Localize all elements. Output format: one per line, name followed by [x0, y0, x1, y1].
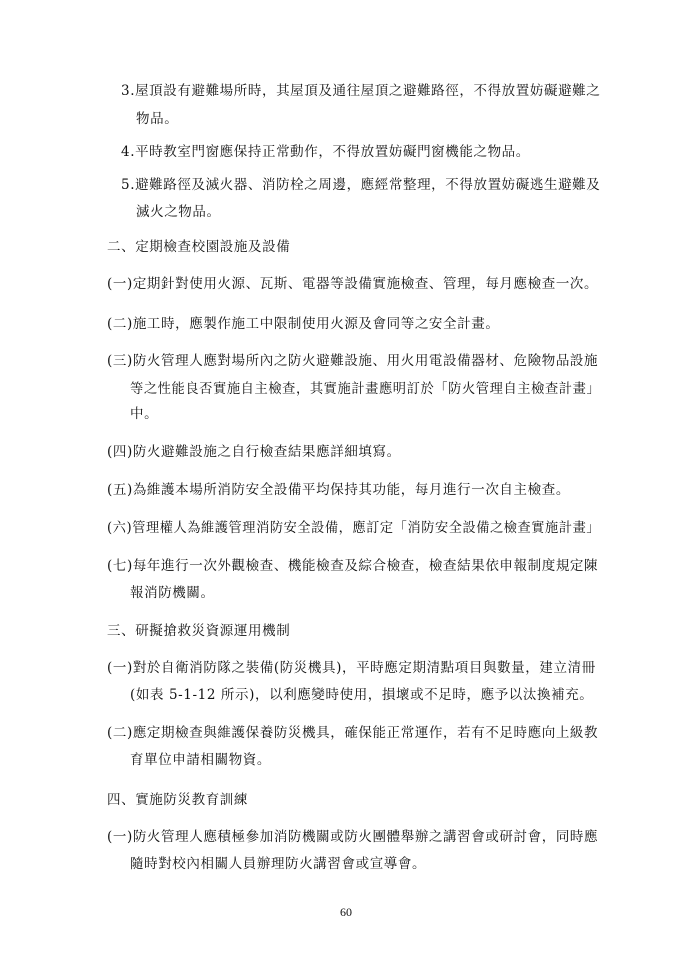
item-5-line-1: 5.避難路徑及滅火器、消防栓之周邊，應經常整理，不得放置妨礙逃生避難及: [121, 177, 601, 193]
s3-item-1-line-2: (如表 5-1-12 所示)，以利應變時使用，損壞或不足時，應予以汰換補充。: [130, 687, 594, 703]
s2-item-3-line-2: 等之性能良否實施自主檢查，其實施計畫應明訂於「防火管理自主檢查計畫」: [130, 381, 601, 397]
section-2-heading: 二、定期檢查校園設施及設備: [107, 239, 291, 255]
item-5-line-2: 滅火之物品。: [136, 204, 221, 220]
s2-item-7-line-1: (七)每年進行一次外觀檢查、機能檢查及綜合檢查，檢查結果依申報制度規定陳: [107, 558, 599, 574]
s4-item-1-line-1: (一)防火管理人應積極參加消防機關或防火團體舉辦之講習會或研討會，同時應: [107, 829, 599, 845]
s2-item-7-line-2: 報消防機關。: [130, 585, 215, 601]
s2-item-5-line-1: (五)為維護本場所消防安全設備平均保持其功能，每月進行一次自主檢查。: [107, 482, 570, 498]
s3-item-2-line-1: (二)應定期檢查與維護保養防災機具，確保能正常運作，若有不足時應向上級教: [107, 725, 599, 741]
section-3-heading: 三、研擬搶救災資源運用機制: [107, 623, 291, 639]
s2-item-2-line-1: (二)施工時，應製作施工中限制使用火源及會同等之安全計畫。: [107, 316, 500, 332]
page-number: 60: [340, 905, 352, 919]
s4-item-1-line-2: 隨時對校內相關人員辦理防火講習會或宣導會。: [130, 856, 427, 872]
s3-item-1-line-1: (一)對於自衛消防隊之裝備(防災機具)，平時應定期清點項目與數量，建立清冊: [107, 660, 596, 676]
item-3-line-1: 3.屋頂設有避難場所時，其屋頂及通往屋頂之避難路徑，不得放置妨礙避難之: [121, 83, 601, 99]
s2-item-1-line-1: (一)定期針對使用火源、瓦斯、電器等設備實施檢查、管理，每月應檢查一次。: [107, 276, 599, 292]
s2-item-3-line-1: (三)防火管理人應對場所內之防火避難設施、用火用電設備器材、危險物品設施: [107, 353, 599, 369]
item-4-line-1: 4.平時教室門窗應保持正常動作，不得放置妨礙門窗機能之物品。: [121, 144, 530, 160]
item-3-line-2: 物品。: [136, 111, 179, 127]
s3-item-2-line-2: 育單位申請相關物資。: [130, 752, 271, 768]
s2-item-3-line-3: 中。: [130, 406, 159, 422]
section-4-heading: 四、實施防災教育訓練: [107, 792, 248, 808]
s2-item-4-line-1: (四)防火避難設施之自行檢查結果應詳細填寫。: [107, 444, 401, 460]
s2-item-6-line-1: (六)管理權人為維護管理消防安全設備，應訂定「消防安全設備之檢查實施計畫」: [107, 520, 601, 536]
